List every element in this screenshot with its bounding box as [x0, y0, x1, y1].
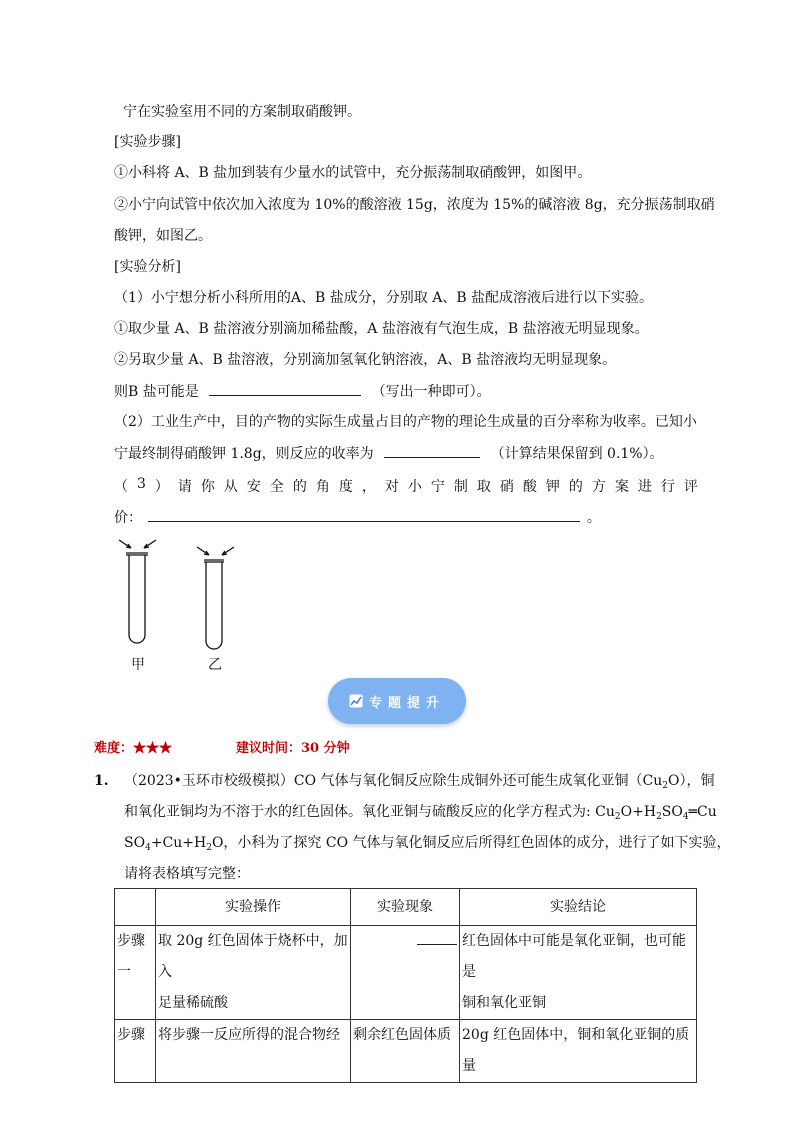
question-3-char: 对	[384, 479, 399, 495]
steps-heading: [实验步骤]	[114, 134, 181, 150]
badge-label: 专题提升	[368, 695, 445, 711]
topic-improvement-badge	[328, 678, 466, 724]
question-3-char: 请	[177, 479, 192, 495]
subscript: 2	[614, 812, 621, 822]
step-cell	[115, 926, 156, 1020]
operation-text: 取 20g 红色固体于烧杯中，加入	[158, 933, 348, 980]
problem-line-3	[124, 833, 731, 858]
yield-prefix: 宁最终制得硝酸钾 1.8g，则反应的收率为	[114, 446, 374, 462]
question-3-char: 全	[269, 479, 284, 495]
question-3-line-2	[114, 507, 601, 528]
answer-blank-evaluation[interactable]	[148, 507, 580, 522]
question-3-char: 角	[315, 479, 330, 495]
answer-suffix: （写出一种即可）。	[371, 384, 491, 400]
question-1-step-1: ①取少量 A、B 盐溶液分别滴加稀盐酸，A 盐溶液有气泡生成，B 盐溶液无明显现象。	[114, 321, 649, 337]
problem-line-1	[124, 771, 714, 796]
question-3-char: 的	[292, 479, 307, 495]
step-2-line-1: ②小宁向试管中依次加入浓度为 10%的酸溶液 15g，浓度为 15%的碱溶液 8g，充分振荡制取硝	[114, 197, 715, 213]
question-3-char: ）	[154, 479, 169, 495]
subscript: 2	[662, 781, 668, 791]
step-cell: 步骤	[115, 1020, 156, 1083]
question-1: （1）小宁想分析小科所用的A、B 盐成分，分别取 A、B 盐配成溶液后进行以下实验。	[114, 290, 654, 306]
header-cell: 实验结论	[460, 889, 697, 926]
evaluation-prefix: 价：	[114, 510, 142, 526]
question-3-char: 度	[338, 479, 353, 495]
question-3-char: 行	[660, 479, 675, 495]
question-3-char: 进	[637, 479, 652, 495]
subscript: 2	[206, 843, 212, 853]
answer-prefix: 则B 盐可能是	[114, 384, 199, 400]
difficulty-rating: 难度：★★★	[94, 741, 173, 756]
question-3-char: 硝	[499, 479, 514, 495]
figure-label-b: 乙	[208, 657, 222, 673]
yield-suffix: （计算结果保留到 0.1%）。	[490, 446, 664, 462]
problem-text: O，小科为了探究 CO 气体与氧化铜反应后所得红色固体的成分，进行了如下实验，	[211, 835, 731, 851]
test-tube-figure	[110, 535, 250, 675]
question-2-line-1: （2）工业生产中，目的产物的实际生成量占目的产物的理论生成量的百分率称为收率。已知小	[114, 414, 697, 430]
step-number: 一	[117, 964, 131, 980]
question-3-char: 3	[137, 476, 146, 492]
question-3-char: 宁	[430, 479, 445, 495]
question-3-char: 钾	[545, 479, 560, 495]
question-1-step-2: ②另取少量 A、B 盐溶液，分别滴加氢氧化钠溶液，A、B 盐溶液均无明显现象。	[114, 352, 617, 368]
observation-cell	[351, 926, 460, 1020]
question-3-char: 案	[614, 479, 629, 495]
question-1-answer-line	[114, 381, 491, 402]
problem-line-4: 请将表格填写完整：	[124, 866, 250, 882]
question-3-char: 安	[246, 479, 261, 495]
problem-text: SO	[661, 804, 683, 820]
operation-text: 足量稀硫酸	[158, 995, 228, 1011]
question-3-char: 酸	[522, 479, 537, 495]
subscript: 2	[656, 812, 662, 822]
question-3-char: 取	[476, 479, 491, 495]
suggested-time: 建议时间：30 分钟	[236, 741, 350, 756]
problem-text: 和氧化亚铜均为不溶于水的红色固体。氧化亚铜与硫酸反应的化学方程式为: Cu	[124, 804, 615, 820]
question-3-char: 从	[223, 479, 238, 495]
conclusion-cell: 20g 红色固体中，铜和氧化亚铜的质量	[460, 1020, 697, 1083]
question-3-char: （	[114, 479, 128, 495]
table-row	[115, 926, 697, 1020]
question-2-line-2	[114, 443, 664, 464]
test-tube-b	[197, 547, 234, 649]
question-3-char: 你	[200, 479, 215, 495]
conclusion-text: 铜和氧化亚铜	[462, 995, 546, 1011]
subscript: 4	[145, 843, 151, 853]
step-1: ①小科将 A、B 盐加到装有少量水的试管中，充分振荡制取硝酸钾，如图甲。	[114, 165, 592, 181]
table-row	[115, 1020, 697, 1083]
question-3-char: 评	[683, 479, 698, 495]
problem-line-2	[124, 802, 717, 827]
answer-blank-salt-b[interactable]	[209, 381, 361, 396]
test-tube-a	[119, 540, 156, 643]
problem-text: O+H	[620, 804, 657, 820]
trend-chart-icon	[349, 694, 363, 708]
question-3-char: 的	[568, 479, 583, 495]
table-header-row	[115, 889, 697, 926]
conclusion-cell	[460, 926, 697, 1020]
problem-text: ═Cu	[688, 804, 717, 820]
problem-text: （2023•玉环市校级模拟）CO 气体与氧化铜反应除生成铜外还可能生成氧化亚铜（Cu	[124, 773, 663, 789]
problem-number: 1.	[94, 773, 109, 789]
subscript: 4	[682, 812, 689, 822]
question-3-char: 小	[407, 479, 422, 495]
intro-line: 宁在实验室用不同的方案制取硝酸钾。	[123, 104, 361, 120]
header-cell: 实验现象	[351, 889, 460, 926]
experiment-table	[114, 888, 697, 1083]
observation-cell: 剩余红色固体质	[351, 1020, 460, 1083]
question-3-char: 制	[453, 479, 468, 495]
step-2-line-2: 酸钾，如图乙。	[114, 228, 212, 244]
step-label: 步骤	[117, 933, 145, 949]
header-cell	[115, 889, 156, 926]
header-cell: 实验操作	[156, 889, 351, 926]
analysis-heading: [实验分析]	[114, 259, 181, 275]
question-3-line-1	[114, 476, 698, 496]
problem-text: +Cu+H	[150, 835, 207, 851]
question-3-char: ，	[361, 479, 376, 495]
question-3-char: 方	[591, 479, 606, 495]
evaluation-suffix: 。	[586, 510, 601, 526]
figure-label-a: 甲	[131, 657, 145, 673]
problem-text: O），铜	[668, 773, 715, 789]
answer-blank-yield[interactable]	[384, 443, 480, 458]
answer-blank-observation[interactable]	[417, 930, 457, 945]
conclusion-text: 红色固体中可能是氧化亚铜，也可能是	[462, 933, 686, 980]
problem-text: SO	[124, 835, 146, 851]
operation-cell: 将步骤一反应所得的混合物经	[156, 1020, 351, 1083]
operation-cell	[156, 926, 351, 1020]
